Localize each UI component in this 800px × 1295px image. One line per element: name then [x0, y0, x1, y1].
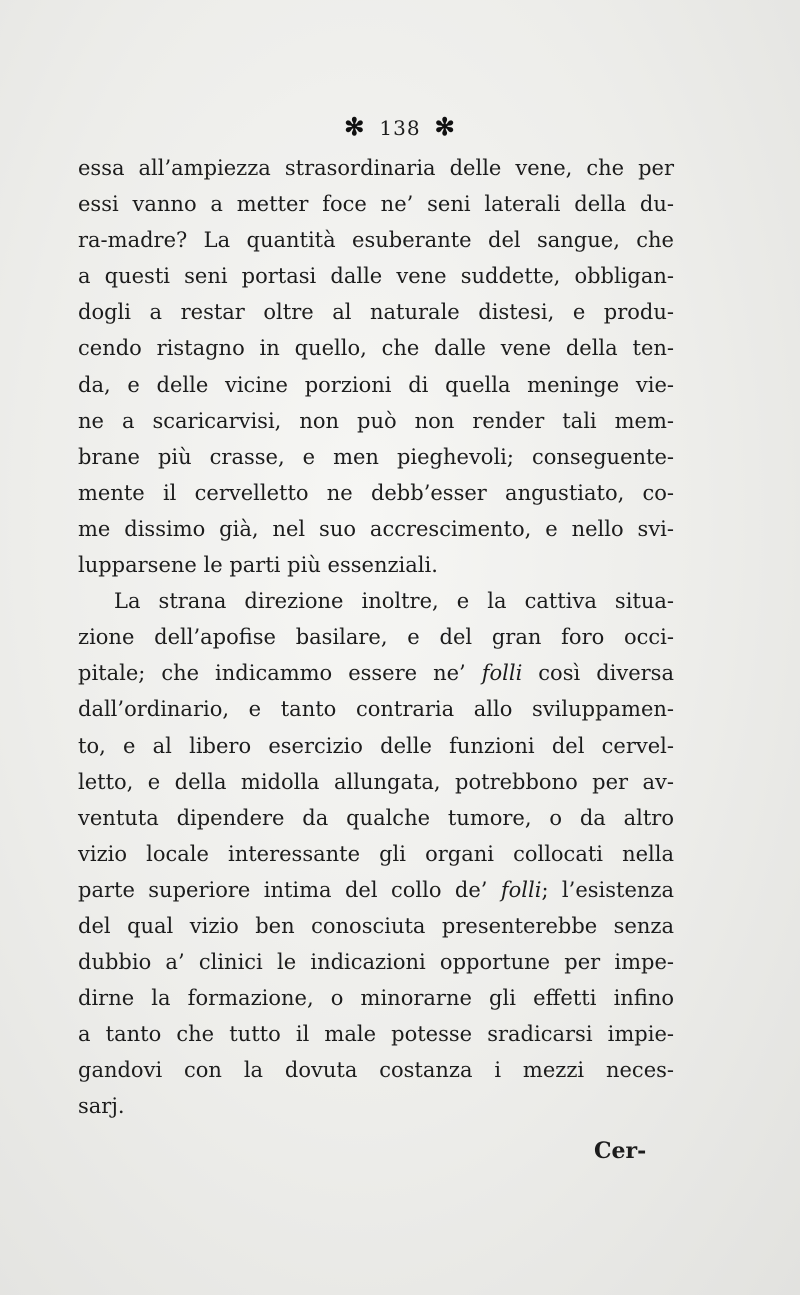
text-line: dall’ordinario, e tanto contraria allo sviluppamen-: [78, 697, 674, 722]
page-number: 138: [379, 116, 421, 140]
catchword: Cer-: [594, 1138, 647, 1164]
text-line: La strana direzione inoltre, e la cattiva situa-: [114, 589, 674, 614]
text-line: a questi seni portasi dalle vene suddette, obbligan-: [78, 264, 674, 289]
text-line: me dissimo già, nel suo accrescimento, e nello svi-: [78, 516, 674, 541]
text-line: dirne la formazione, o minorarne gli effetti infino: [78, 986, 674, 1011]
text-line: sarj.: [78, 1094, 125, 1119]
text-line: essa all’ampiezza strasordinaria delle vene, che per: [78, 156, 674, 180]
ornament-left-icon: ✻: [344, 112, 366, 141]
text-line: letto, e della midolla allungata, potrebbono per av-: [78, 769, 674, 794]
text-line: cendo ristagno in quello, che dalle vene della ten-: [78, 336, 674, 361]
text-line: to, e al libero esercizio delle funzioni del cervel-: [78, 733, 674, 758]
text-line: mente il cervelletto ne debb’esser angustiato, co-: [78, 480, 674, 505]
text-line: ne a scaricarvisi, non può non render tali mem-: [78, 408, 674, 433]
text-line: parte superiore intima del collo de’ folli; l’esistenza: [78, 877, 674, 902]
text-line: dogli a restar oltre al naturale distesi, e produ-: [78, 300, 674, 325]
text-line: ventuta dipendere da qualche tumore, o da altro: [78, 805, 674, 830]
text-line: brane più crasse, e men pieghevoli; conseguente-: [78, 444, 674, 469]
page-header: [0, 112, 800, 141]
text-line: del qual vizio ben conosciuta presenterebbe senza: [78, 913, 674, 938]
text-line: essi vanno a metter foce ne’ seni laterali della du-: [78, 192, 674, 217]
text-line: lupparsene le parti più essenziali.: [78, 553, 438, 578]
text-line: dubbio a’ clinici le indicazioni opportune per impe-: [78, 950, 674, 975]
text-line: a tanto che tutto il male potesse sradicarsi impie-: [78, 1022, 674, 1047]
text-line: vizio locale interessante gli organi collocati nella: [78, 841, 674, 866]
text-line: pitale; che indicammo essere ne’ folli così diversa: [78, 661, 674, 686]
ornament-right-icon: ✻: [434, 112, 456, 141]
text-line: gandovi con la dovuta costanza i mezzi neces-: [78, 1058, 674, 1083]
text-line: ra-madre? La quantità esuberante del sangue, che: [78, 228, 674, 253]
text-line: zione dell’apofise basilare, e del gran foro occi-: [78, 625, 674, 650]
text-line: da, e delle vicine porzioni di quella meninge vie-: [78, 372, 674, 397]
body-text: [78, 150, 674, 1125]
